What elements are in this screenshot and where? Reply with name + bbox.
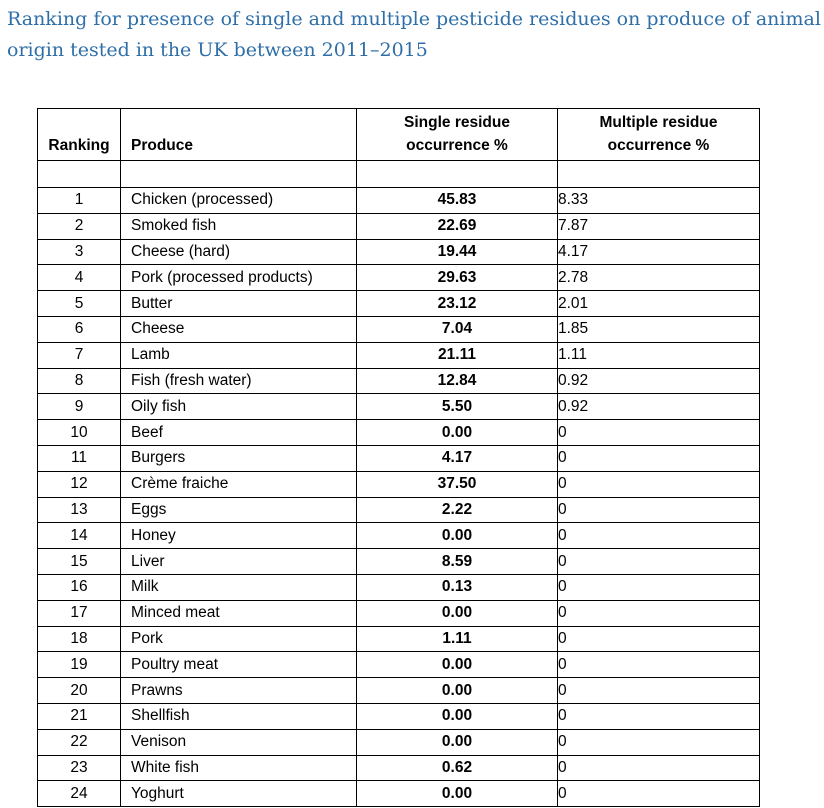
produce-cell: Honey <box>121 523 357 549</box>
produce-cell: Eggs <box>121 497 357 523</box>
rank-cell: 4 <box>38 265 121 291</box>
header-multiple-line1: Multiple residue <box>599 114 718 131</box>
multiple-residue-cell: 2.01 <box>558 291 760 317</box>
produce-cell: White fish <box>121 755 357 781</box>
rank-cell: 13 <box>38 497 121 523</box>
single-residue-cell: 0.00 <box>357 729 558 755</box>
multiple-residue-cell: 1.11 <box>558 342 760 368</box>
spacer-cell <box>121 161 357 188</box>
multiple-residue-cell: 0 <box>558 574 760 600</box>
page-title: Ranking for presence of single and multiple pesticide residues on produce of animal origin tested in the UK between 2011–2015 <box>7 8 821 61</box>
table-row <box>38 316 760 342</box>
table-row <box>38 471 760 497</box>
rank-cell: 9 <box>38 394 121 420</box>
single-residue-cell: 12.84 <box>357 368 558 394</box>
produce-cell: Venison <box>121 729 357 755</box>
multiple-residue-cell: 0 <box>558 678 760 704</box>
single-residue-cell: 0.00 <box>357 523 558 549</box>
multiple-residue-cell: 0.92 <box>558 368 760 394</box>
header-ranking: Ranking <box>38 109 121 161</box>
rank-cell: 7 <box>38 342 121 368</box>
rank-cell: 19 <box>38 652 121 678</box>
rank-cell: 21 <box>38 703 121 729</box>
table-row <box>38 703 760 729</box>
rank-cell: 2 <box>38 213 121 239</box>
multiple-residue-cell: 0 <box>558 652 760 678</box>
single-residue-cell: 0.00 <box>357 703 558 729</box>
single-residue-cell: 0.13 <box>357 574 558 600</box>
single-residue-cell: 7.04 <box>357 316 558 342</box>
multiple-residue-cell: 0.92 <box>558 394 760 420</box>
rank-cell: 24 <box>38 781 121 807</box>
table-header-row <box>38 109 760 161</box>
table-row <box>38 729 760 755</box>
multiple-residue-cell: 8.33 <box>558 188 760 214</box>
multiple-residue-cell: 0 <box>558 549 760 575</box>
single-residue-cell: 0.00 <box>357 781 558 807</box>
produce-cell: Chicken (processed) <box>121 188 357 214</box>
multiple-residue-cell: 0 <box>558 781 760 807</box>
produce-cell: Fish (fresh water) <box>121 368 357 394</box>
produce-cell: Cheese <box>121 316 357 342</box>
rank-cell: 8 <box>38 368 121 394</box>
multiple-residue-cell: 0 <box>558 420 760 446</box>
rank-cell: 20 <box>38 678 121 704</box>
produce-cell: Smoked fish <box>121 213 357 239</box>
rank-cell: 17 <box>38 600 121 626</box>
rank-cell: 11 <box>38 445 121 471</box>
multiple-residue-cell: 4.17 <box>558 239 760 265</box>
produce-cell: Shellfish <box>121 703 357 729</box>
produce-cell: Pork (processed products) <box>121 265 357 291</box>
rank-cell: 10 <box>38 420 121 446</box>
single-residue-cell: 21.11 <box>357 342 558 368</box>
single-residue-cell: 1.11 <box>357 626 558 652</box>
produce-cell: Poultry meat <box>121 652 357 678</box>
table-row <box>38 342 760 368</box>
rank-cell: 18 <box>38 626 121 652</box>
table-row <box>38 188 760 214</box>
residue-ranking-table <box>37 108 760 807</box>
multiple-residue-cell: 0 <box>558 626 760 652</box>
multiple-residue-cell: 7.87 <box>558 213 760 239</box>
header-single-line2: occurrence % <box>406 137 508 154</box>
produce-cell: Cheese (hard) <box>121 239 357 265</box>
table-row <box>38 652 760 678</box>
multiple-residue-cell: 0 <box>558 729 760 755</box>
multiple-residue-cell: 0 <box>558 600 760 626</box>
table-row <box>38 497 760 523</box>
rank-cell: 1 <box>38 188 121 214</box>
spacer-cell <box>357 161 558 188</box>
single-residue-cell: 37.50 <box>357 471 558 497</box>
table-spacer-row <box>38 161 760 188</box>
rank-cell: 3 <box>38 239 121 265</box>
single-residue-cell: 0.00 <box>357 600 558 626</box>
multiple-residue-cell: 0 <box>558 755 760 781</box>
rank-cell: 14 <box>38 523 121 549</box>
rank-cell: 23 <box>38 755 121 781</box>
produce-cell: Butter <box>121 291 357 317</box>
rank-cell: 15 <box>38 549 121 575</box>
single-residue-cell: 8.59 <box>357 549 558 575</box>
rank-cell: 22 <box>38 729 121 755</box>
multiple-residue-cell: 0 <box>558 703 760 729</box>
table-row <box>38 394 760 420</box>
table-row <box>38 549 760 575</box>
header-single-residue <box>357 109 558 161</box>
single-residue-cell: 29.63 <box>357 265 558 291</box>
spacer-cell <box>558 161 760 188</box>
produce-cell: Milk <box>121 574 357 600</box>
single-residue-cell: 23.12 <box>357 291 558 317</box>
produce-cell: Crème fraiche <box>121 471 357 497</box>
multiple-residue-cell: 0 <box>558 471 760 497</box>
single-residue-cell: 2.22 <box>357 497 558 523</box>
rank-cell: 5 <box>38 291 121 317</box>
single-residue-cell: 22.69 <box>357 213 558 239</box>
spacer-cell <box>38 161 121 188</box>
produce-cell: Minced meat <box>121 600 357 626</box>
multiple-residue-cell: 0 <box>558 445 760 471</box>
table-row <box>38 291 760 317</box>
produce-cell: Lamb <box>121 342 357 368</box>
table-row <box>38 445 760 471</box>
table-row <box>38 574 760 600</box>
produce-cell: Prawns <box>121 678 357 704</box>
table-row <box>38 420 760 446</box>
multiple-residue-cell: 0 <box>558 523 760 549</box>
rank-cell: 12 <box>38 471 121 497</box>
rank-cell: 6 <box>38 316 121 342</box>
header-multiple-line2: occurrence % <box>607 137 710 154</box>
header-produce: Produce <box>121 109 357 161</box>
produce-cell: Yoghurt <box>121 781 357 807</box>
single-residue-cell: 0.00 <box>357 678 558 704</box>
multiple-residue-cell: 0 <box>558 497 760 523</box>
produce-cell: Pork <box>121 626 357 652</box>
table-row <box>38 213 760 239</box>
multiple-residue-cell: 1.85 <box>558 316 760 342</box>
single-residue-cell: 4.17 <box>357 445 558 471</box>
single-residue-cell: 19.44 <box>357 239 558 265</box>
single-residue-cell: 0.00 <box>357 420 558 446</box>
produce-cell: Burgers <box>121 445 357 471</box>
produce-cell: Oily fish <box>121 394 357 420</box>
table-row <box>38 678 760 704</box>
table-row <box>38 368 760 394</box>
produce-cell: Beef <box>121 420 357 446</box>
single-residue-cell: 0.62 <box>357 755 558 781</box>
single-residue-cell: 0.00 <box>357 652 558 678</box>
table-row <box>38 626 760 652</box>
header-single-line1: Single residue <box>404 114 510 131</box>
table-row <box>38 755 760 781</box>
multiple-residue-cell: 2.78 <box>558 265 760 291</box>
produce-cell: Liver <box>121 549 357 575</box>
table-row <box>38 265 760 291</box>
table-row <box>38 600 760 626</box>
table-row <box>38 239 760 265</box>
single-residue-cell: 45.83 <box>357 188 558 214</box>
rank-cell: 16 <box>38 574 121 600</box>
header-multiple-residue <box>558 109 760 161</box>
table-row <box>38 781 760 807</box>
single-residue-cell: 5.50 <box>357 394 558 420</box>
table-row <box>38 523 760 549</box>
